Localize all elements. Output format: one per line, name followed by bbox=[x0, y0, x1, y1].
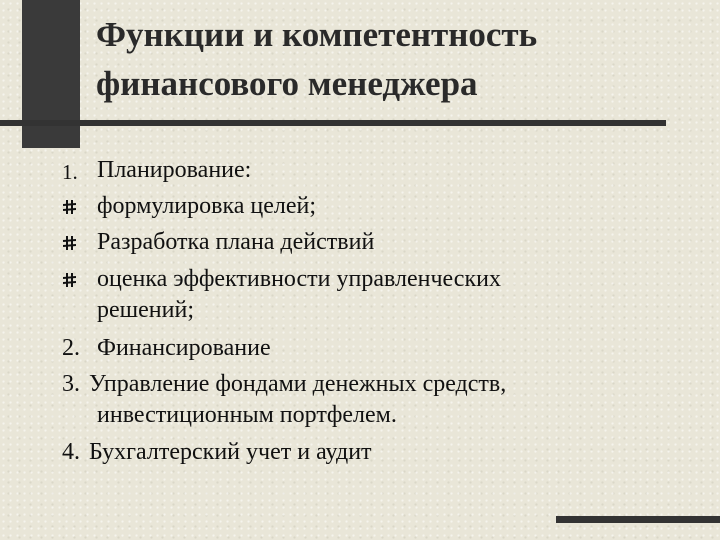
sub-item-2-text: Разработка плана действий bbox=[97, 229, 375, 255]
hash-bullet-icon bbox=[63, 273, 76, 287]
hash-bullet-icon bbox=[63, 236, 76, 250]
slide-title bbox=[96, 10, 696, 108]
title-line-2: финансового менеджера bbox=[96, 64, 478, 103]
item-1-number: 1. bbox=[62, 160, 78, 184]
item-3-text: Управление фондами денежных средств, bbox=[89, 371, 507, 397]
item-2-number: 2. bbox=[62, 335, 80, 361]
title-line-1: Функции и компетентность bbox=[96, 15, 538, 54]
item-4-text: Бухгалтерский учет и аудит bbox=[89, 439, 372, 465]
item-1-text: Планирование: bbox=[97, 157, 252, 183]
item-4-number: 4. bbox=[62, 439, 80, 465]
item-3-continuation: инвестиционным портфелем. bbox=[97, 402, 397, 428]
sub-item-1-text: формулировка целей; bbox=[97, 193, 317, 219]
sub-item-3-text: оценка эффективности управленческих bbox=[97, 266, 501, 292]
sub-item-3-continuation: решений; bbox=[97, 297, 194, 323]
title-divider bbox=[0, 120, 666, 126]
hash-bullet-icon bbox=[63, 200, 76, 214]
item-2-text: Финансирование bbox=[97, 335, 271, 361]
item-3-number: 3. bbox=[62, 371, 80, 397]
decorative-corner-rule bbox=[556, 516, 720, 523]
